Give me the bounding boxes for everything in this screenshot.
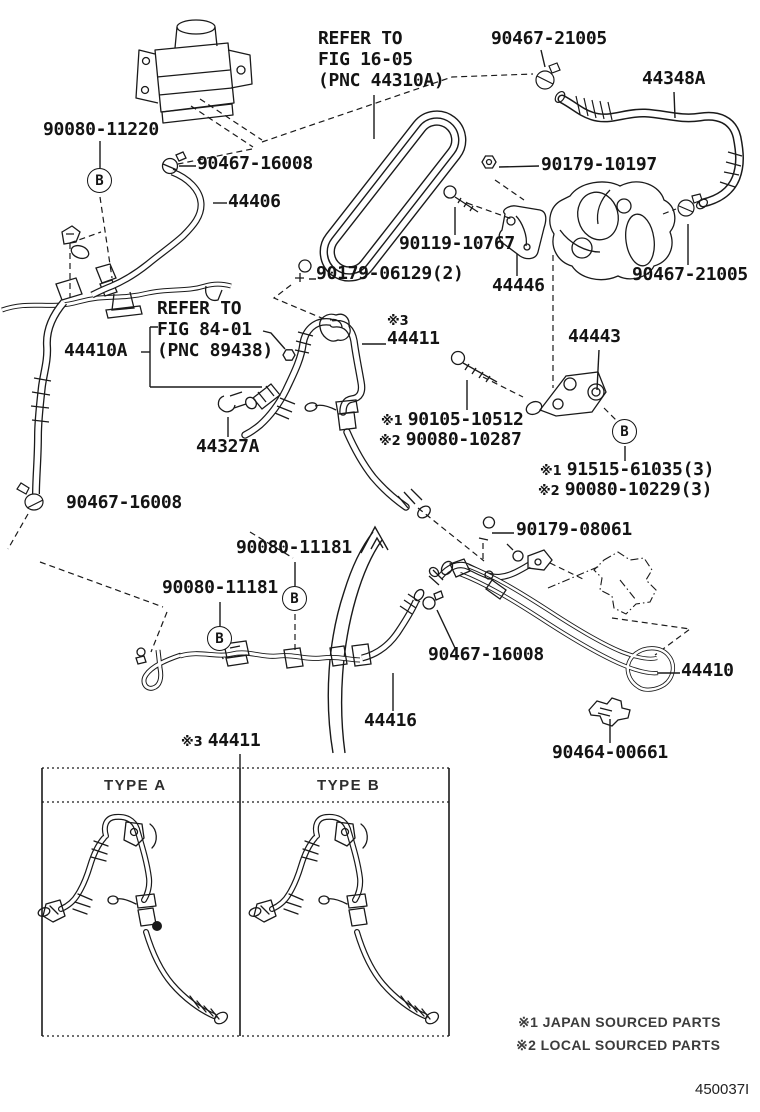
part-label-90467-16008-top[interactable]: 90467-16008	[197, 153, 313, 174]
part-label-90080-11220[interactable]: 90080-11220	[43, 119, 159, 140]
part-label-90179-10197[interactable]: 90179-10197	[541, 154, 657, 175]
type-a-header: TYPE A	[104, 777, 167, 794]
part-label-90467-21005-top[interactable]: 90467-21005	[491, 28, 607, 49]
part-label-90080-11181-b[interactable]: 90080-11181	[162, 577, 278, 598]
part-label-44348A[interactable]: 44348A	[642, 68, 706, 89]
type-comparison-box	[42, 768, 449, 1036]
part-label-90467-16008-mid[interactable]: 90467-16008	[428, 644, 544, 665]
part-label-90105-10512[interactable]: ※1 90105-10512	[381, 409, 524, 430]
part-label-44411-bottom[interactable]: ※3 44411	[181, 730, 261, 751]
part-label-90467-21005-right[interactable]: 90467-21005	[632, 264, 748, 285]
part-label-44410A[interactable]: 44410A	[64, 340, 128, 361]
callout-b-4[interactable]: B	[207, 626, 232, 651]
star3-prefix: ※3	[387, 314, 409, 329]
callout-b-3[interactable]: B	[282, 586, 307, 611]
callout-b-1[interactable]: B	[87, 168, 112, 193]
footnote-1: ※1 JAPAN SOURCED PARTS	[518, 1014, 721, 1030]
part-label-90119-10767[interactable]: 90119-10767	[399, 233, 515, 254]
part-label-44327A[interactable]: 44327A	[196, 436, 260, 457]
part-label-44411-mid[interactable]: ※3 44411	[387, 314, 440, 349]
part-label-90080-10287[interactable]: ※2 90080-10287	[379, 429, 522, 450]
part-label-90080-10229[interactable]: ※2 90080-10229(3)	[538, 479, 713, 500]
part-label-91515-61035[interactable]: ※1 91515-61035(3)	[540, 459, 715, 480]
part-label-44416[interactable]: 44416	[364, 710, 417, 731]
part-label-44410[interactable]: 44410	[681, 660, 734, 681]
part-label-90179-08061[interactable]: 90179-08061	[516, 519, 632, 540]
doc-number: 450037I	[695, 1081, 750, 1098]
ref-note-fig16[interactable]: REFER TO FIG 16-05 (PNC 44310A)	[318, 28, 445, 91]
part-label-90080-11181-a[interactable]: 90080-11181	[236, 537, 352, 558]
part-label-90467-16008-left[interactable]: 90467-16008	[66, 492, 182, 513]
part-label-90179-06129[interactable]: 90179-06129(2)	[316, 263, 464, 284]
type-b-header: TYPE B	[317, 777, 381, 794]
part-label-44406[interactable]: 44406	[228, 191, 281, 212]
part-label-44446[interactable]: 44446	[492, 275, 545, 296]
ref-note-fig84[interactable]: REFER TO FIG 84-01 (PNC 89438)	[157, 298, 273, 361]
part-label-90464-00661[interactable]: 90464-00661	[552, 742, 668, 763]
part-label-44443[interactable]: 44443	[568, 326, 621, 347]
footnote-2: ※2 LOCAL SOURCED PARTS	[516, 1037, 721, 1053]
callout-b-2[interactable]: B	[612, 419, 637, 444]
